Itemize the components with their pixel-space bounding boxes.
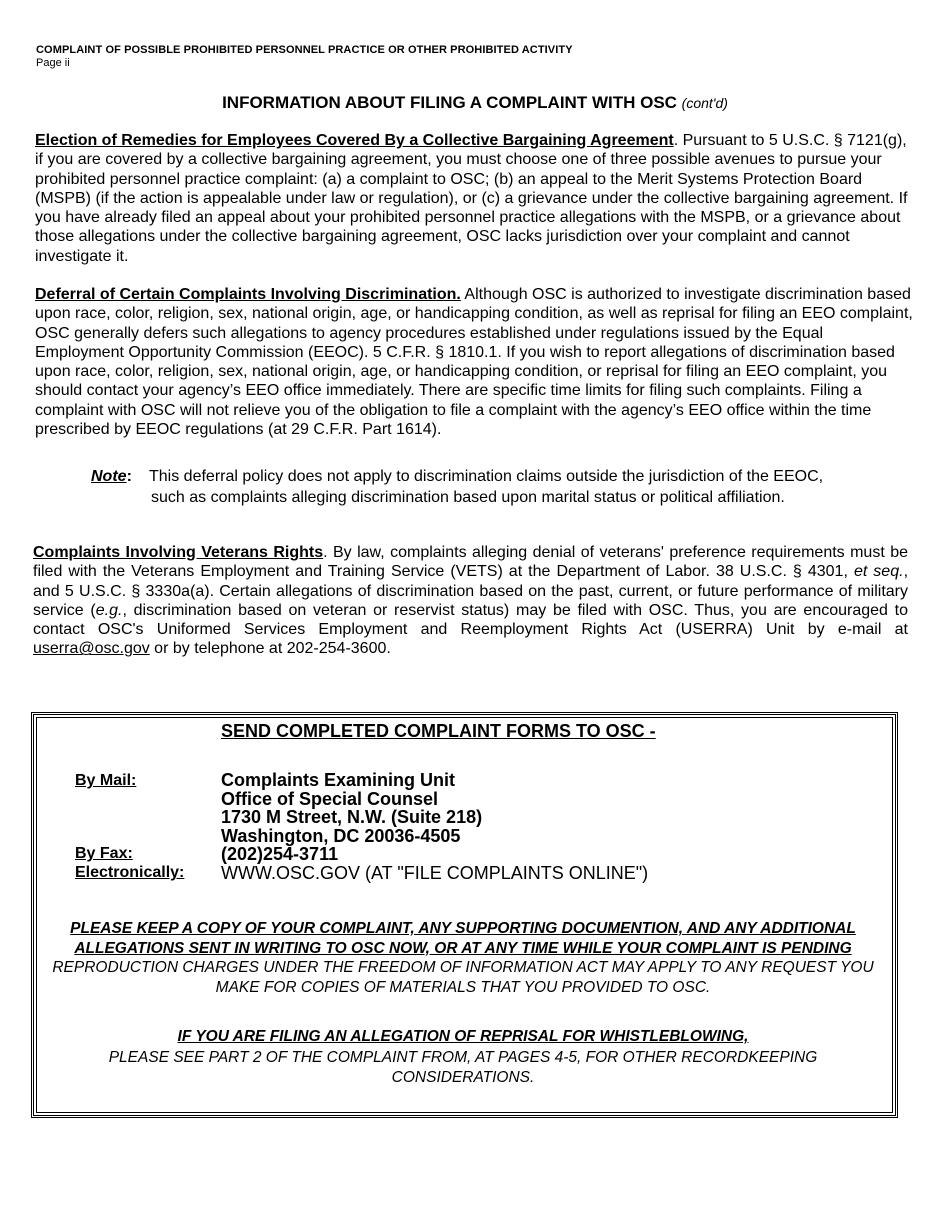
mailing-address xyxy=(221,771,482,864)
veterans-body-1: . By law, complaints alleging denial of veterans' preference requirements must be filed with the Veterans Employment and Training Service (VETS) at the Department of Labor. 38 U.S.C. § 4301, xyxy=(33,544,908,581)
by-mail-label: By Mail: xyxy=(75,772,137,789)
send-forms-title: SEND COMPLETED COMPLAINT FORMS TO OSC - xyxy=(221,721,656,741)
election-heading: Election of Remedies for Employees Covered By a Collective Bargaining Agreement xyxy=(35,132,674,149)
address-line: 1730 M Street, N.W. (Suite 218) xyxy=(221,807,483,827)
keep-copy-line-2: ALLEGATIONS SENT IN WRITING TO OSC NOW, OR AT ANY TIME WHILE YOUR COMPLAINT IS PENDING xyxy=(74,939,852,957)
deferral-note xyxy=(91,467,831,506)
reprisal-line-1: IF YOU ARE FILING AN ALLEGATION OF REPRISAL FOR WHISTLEBLOWING, xyxy=(177,1028,749,1045)
election-body: . Pursuant to 5 U.S.C. § 7121(g), if you are covered by a collective bargaining agreement, you must choose one of three possible avenues to pursue your prohibited personnel practice complaint: (a) a complaint to OSC; (b) an appeal to the Merit Systems Protection Board (MSPB) (if the action is appealable under law or regulation), or (c) a grievance under the collective bargaining agreement. If you have already filed an appeal about your prohibited personnel practice allegations with the MSPB, or a grievance about those allegations under the collective bargaining agreement, OSC lacks jurisdiction over your complaint and cannot investigate it. xyxy=(35,132,908,265)
veterans-paragraph xyxy=(33,543,908,659)
election-paragraph xyxy=(35,131,915,266)
deferral-body: Although OSC is authorized to investigate discrimination based upon race, color, religion, sex, national origin, age, or handicapping condition, as well as reprisal for filing an EEO complaint, OSC generally defers such allegations to agency procedures established under regulations issued by the Equal Employment Opportunity Commission (EEOC). 5 C.F.R. § 1810.1. If you wish to report allegations of discrimination based upon race, color, religion, sex, national origin, age, or handicapping condition, or reprisal for filing an EEO complaint, you should contact your agency’s EEO office immediately. There are specific time limits for filing such complaints. Filing a complaint with OSC will not relieve you of the obligation to file a complaint with the agency’s EEO office within the time prescribed by EEOC regulations (at 29 C.F.R. Part 1614). xyxy=(35,286,913,439)
page-number: Page ii xyxy=(36,57,70,69)
reprisal-line-3: CONSIDERATIONS. xyxy=(391,1069,535,1086)
keep-copy-line-4: MAKE FOR COPIES OF MATERIALS THAT YOU PROVIDED TO OSC. xyxy=(215,978,711,996)
by-fax-label: By Fax: xyxy=(75,845,133,862)
reprisal-notice xyxy=(40,1027,886,1089)
veterans-heading: Complaints Involving Veterans Rights xyxy=(33,544,324,561)
page-title-main: INFORMATION ABOUT FILING A COMPLAINT WITH OSC xyxy=(222,93,677,112)
keep-copy-line-1: PLEASE KEEP A COPY OF YOUR COMPLAINT, ANY SUPPORTING DOCUMENTION, AND ANY ADDITIONAL xyxy=(70,920,856,937)
form-title: COMPLAINT OF POSSIBLE PROHIBITED PERSONNEL PRACTICE OR OTHER PROHIBITED ACTIVITY xyxy=(36,44,573,56)
userra-email-link[interactable]: userra@osc.gov xyxy=(33,640,150,658)
fax-number: (202)254-3711 xyxy=(221,844,339,864)
deferral-heading: Deferral of Certain Complaints Involving Discrimination. xyxy=(35,286,461,303)
veterans-body-2: , and 5 U.S.C. § 3330a(a). Certain allegations of discrimination based on the past, current, or future performance of military service ( xyxy=(33,563,909,619)
veterans-body-3: , discrimination based on veteran or reservist status) may be filed with OSC. Thus, you are encouraged to contact OSC's Uniformed Services Employment and Reemployment Rights Act (USERRA) Unit by e-mail at xyxy=(33,601,909,639)
reprisal-line-2: PLEASE SEE PART 2 OF THE COMPLAINT FROM, AT PAGES 4-5, FOR OTHER RECORDKEEPING xyxy=(108,1048,818,1066)
page-title-suffix: (cont'd) xyxy=(681,95,728,111)
page-title xyxy=(0,93,950,113)
note-label: Note xyxy=(91,468,127,485)
address-line: Complaints Examining Unit xyxy=(221,770,456,790)
keep-copy-line-3: REPRODUCTION CHARGES UNDER THE FREEDOM OF INFORMATION ACT MAY APPLY TO ANY REQUEST YOU xyxy=(52,959,874,976)
veterans-et-seq: et seq. xyxy=(853,563,904,581)
online-filing-url[interactable]: WWW.OSC.GOV (AT "FILE COMPLAINTS ONLINE") xyxy=(221,863,649,883)
address-line: Office of Special Counsel xyxy=(221,788,439,809)
address-line: Washington, DC 20036-4505 xyxy=(221,825,461,846)
note-colon: : xyxy=(126,468,132,485)
veterans-body-4: or by telephone at 202-254-3600. xyxy=(149,640,391,658)
note-body: This deferral policy does not apply to discrimination claims outside the jurisdiction of the EEOC, such as complaints alleging discrimination based upon marital status or political affiliation. xyxy=(149,468,824,506)
keep-copy-notice xyxy=(40,919,886,997)
veterans-eg: e.g. xyxy=(95,601,123,619)
deferral-paragraph xyxy=(35,285,915,439)
electronically-label: Electronically: xyxy=(75,864,185,881)
